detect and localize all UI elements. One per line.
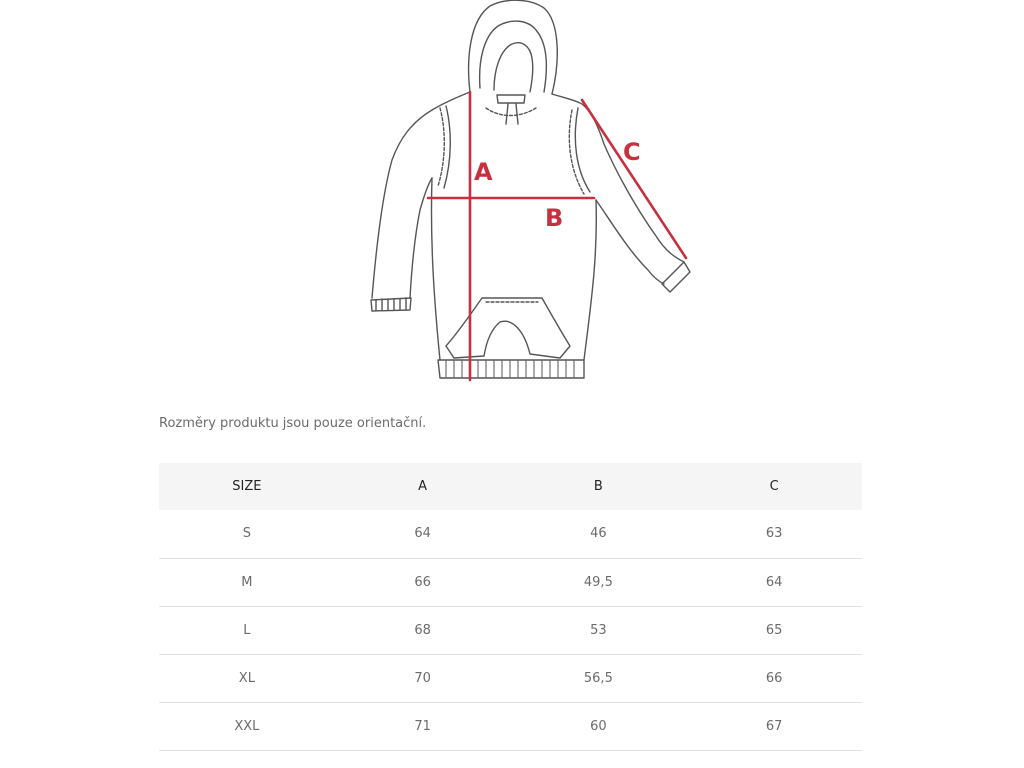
cell-c: 67 xyxy=(765,718,783,734)
cell-c: 64 xyxy=(765,574,783,590)
cell-size: XXL xyxy=(234,718,260,734)
hoodie-measurement-diagram-icon xyxy=(340,0,720,392)
cell-b: 60 xyxy=(590,718,607,734)
table-row xyxy=(159,702,862,750)
cell-a: 68 xyxy=(414,622,431,638)
cell-c: 65 xyxy=(765,622,783,638)
table-row xyxy=(159,558,862,606)
header-b: B xyxy=(593,479,603,494)
cell-size: XL xyxy=(238,670,255,686)
cell-size: L xyxy=(243,622,251,638)
cell-a: 71 xyxy=(414,718,431,734)
table-row xyxy=(159,606,862,654)
table-row xyxy=(159,654,862,702)
cell-size: S xyxy=(242,526,251,542)
header-a: A xyxy=(418,479,428,494)
cell-c: 66 xyxy=(765,670,783,686)
cell-c: 63 xyxy=(765,526,783,542)
table-header-row xyxy=(159,463,862,510)
size-chart-table xyxy=(159,463,862,751)
cell-a: 70 xyxy=(414,670,431,686)
dimensions-disclaimer: Rozměry produktu jsou pouze orientační. xyxy=(159,416,427,431)
cell-b: 46 xyxy=(590,526,607,542)
measurement-label-b: B xyxy=(545,204,564,232)
hoodie-measurement-illustration xyxy=(340,0,720,392)
table-row xyxy=(159,510,862,558)
measurement-label-a: A xyxy=(474,158,493,186)
header-size: SIZE xyxy=(232,479,262,494)
cell-a: 66 xyxy=(414,574,431,590)
measurement-label-c: C xyxy=(623,138,641,166)
cell-b: 49,5 xyxy=(583,574,613,590)
header-c: C xyxy=(769,479,779,494)
cell-size: M xyxy=(241,574,253,590)
cell-a: 64 xyxy=(414,526,431,542)
cell-b: 53 xyxy=(590,622,607,638)
cell-b: 56,5 xyxy=(583,670,613,686)
